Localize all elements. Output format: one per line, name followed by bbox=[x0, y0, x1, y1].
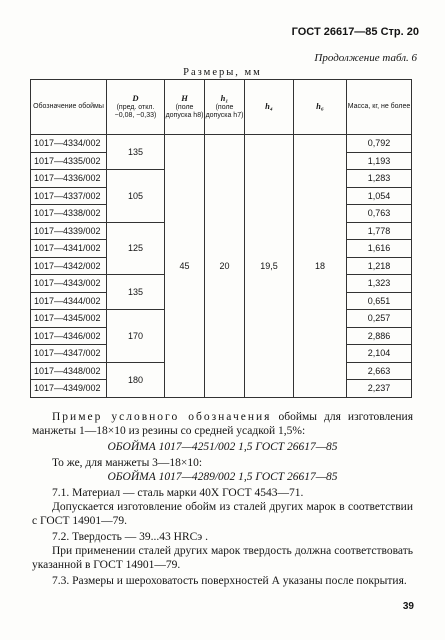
cell-mass: 2,663 bbox=[347, 362, 412, 380]
cell-mass: 1,323 bbox=[347, 275, 412, 293]
cell-designation: 1017—4335/002 bbox=[31, 152, 107, 170]
clause-7-2-note: При применении сталей других марок твердость должна соответствовать указанной в ГОСТ 14901—79. bbox=[32, 545, 413, 571]
cell-designation: 1017—4334/002 bbox=[31, 135, 107, 153]
cell-mass: 1,283 bbox=[347, 170, 412, 188]
header-h1: h₁ (поле допуска h7) bbox=[205, 80, 245, 135]
cell-designation: 1017—4337/002 bbox=[31, 187, 107, 205]
cell-mass: 1,616 bbox=[347, 240, 412, 258]
table-caption: Размеры, мм bbox=[183, 67, 262, 78]
cell-H: 45 bbox=[165, 135, 205, 398]
cell-mass: 2,886 bbox=[347, 327, 412, 345]
cell-mass: 0,792 bbox=[347, 135, 412, 153]
cell-mass: 1,778 bbox=[347, 222, 412, 240]
cell-designation: 1017—4345/002 bbox=[31, 310, 107, 328]
cell-designation: 1017—4342/002 bbox=[31, 257, 107, 275]
clause-7-3: 7.3. Размеры и шероховатость поверхностей А указаны после покрытия. bbox=[52, 575, 407, 587]
cell-mass: 2,237 bbox=[347, 380, 412, 398]
cell-mass: 1,193 bbox=[347, 152, 412, 170]
cell-mass: 1,218 bbox=[347, 257, 412, 275]
example-lead: Пример условного обозначения bbox=[52, 411, 272, 423]
cell-mass: 0,763 bbox=[347, 205, 412, 223]
example-same-for: То же, для манжеты 3—18×10: bbox=[52, 457, 203, 469]
cell-D: 135 bbox=[107, 135, 165, 170]
example-formula-2: ОБОЙМА 1017—4289/002 1,5 ГОСТ 26617—85 bbox=[107, 471, 338, 483]
page-header: ГОСТ 26617—85 Стр. 20 bbox=[291, 26, 419, 38]
table-continuation-label: Продолжение табл. 6 bbox=[314, 52, 417, 64]
cell-designation: 1017—4338/002 bbox=[31, 205, 107, 223]
header-designation: Обозначение обоймы bbox=[31, 80, 107, 135]
dimensions-table bbox=[30, 79, 412, 398]
cell-designation: 1017—4343/002 bbox=[31, 275, 107, 293]
table-header-row bbox=[31, 80, 412, 135]
cell-mass: 1,054 bbox=[347, 187, 412, 205]
cell-h4: 19,5 bbox=[245, 135, 294, 398]
header-mass: Масса, кг, не более bbox=[347, 80, 412, 135]
example-formula-1: ОБОЙМА 1017—4251/002 1,5 ГОСТ 26617—85 bbox=[107, 441, 338, 453]
cell-designation: 1017—4341/002 bbox=[31, 240, 107, 258]
cell-mass: 2,104 bbox=[347, 345, 412, 363]
example-tail: обоймы для изготовления манжеты 1—18×10 из резины со средней усадкой 1,5%: bbox=[32, 411, 413, 437]
cell-D: 180 bbox=[107, 362, 165, 397]
cell-designation: 1017—4348/002 bbox=[31, 362, 107, 380]
clause-7-2: 7.2. Твердость — 39...43 HRCэ . bbox=[52, 531, 208, 543]
clause-7-1-note: Допускается изготовление обойм из сталей других марок в соответствии с ГОСТ 14901—79. bbox=[32, 501, 413, 527]
cell-designation: 1017—4346/002 bbox=[31, 327, 107, 345]
header-h6: h₆ bbox=[294, 80, 347, 135]
cell-designation: 1017—4349/002 bbox=[31, 380, 107, 398]
clause-7-1: 7.1. Материал — сталь марки 40Х ГОСТ 4543—71. bbox=[52, 487, 304, 499]
cell-D: 105 bbox=[107, 170, 165, 223]
designation-example bbox=[32, 410, 413, 588]
cell-designation: 1017—4344/002 bbox=[31, 292, 107, 310]
table-row bbox=[31, 135, 412, 153]
cell-h6: 18 bbox=[294, 135, 347, 398]
cell-D: 135 bbox=[107, 275, 165, 310]
cell-D: 170 bbox=[107, 310, 165, 363]
header-D: D (пред. откл. −0,08, −0,33) bbox=[107, 80, 165, 135]
cell-mass: 0,651 bbox=[347, 292, 412, 310]
cell-designation: 1017—4347/002 bbox=[31, 345, 107, 363]
cell-designation: 1017—4339/002 bbox=[31, 222, 107, 240]
page-number: 39 bbox=[402, 601, 414, 612]
header-H: H (поле допуска h8) bbox=[165, 80, 205, 135]
cell-D: 125 bbox=[107, 222, 165, 275]
cell-designation: 1017—4336/002 bbox=[31, 170, 107, 188]
cell-mass: 0,257 bbox=[347, 310, 412, 328]
cell-h1: 20 bbox=[205, 135, 245, 398]
header-h4: h₄ bbox=[245, 80, 294, 135]
